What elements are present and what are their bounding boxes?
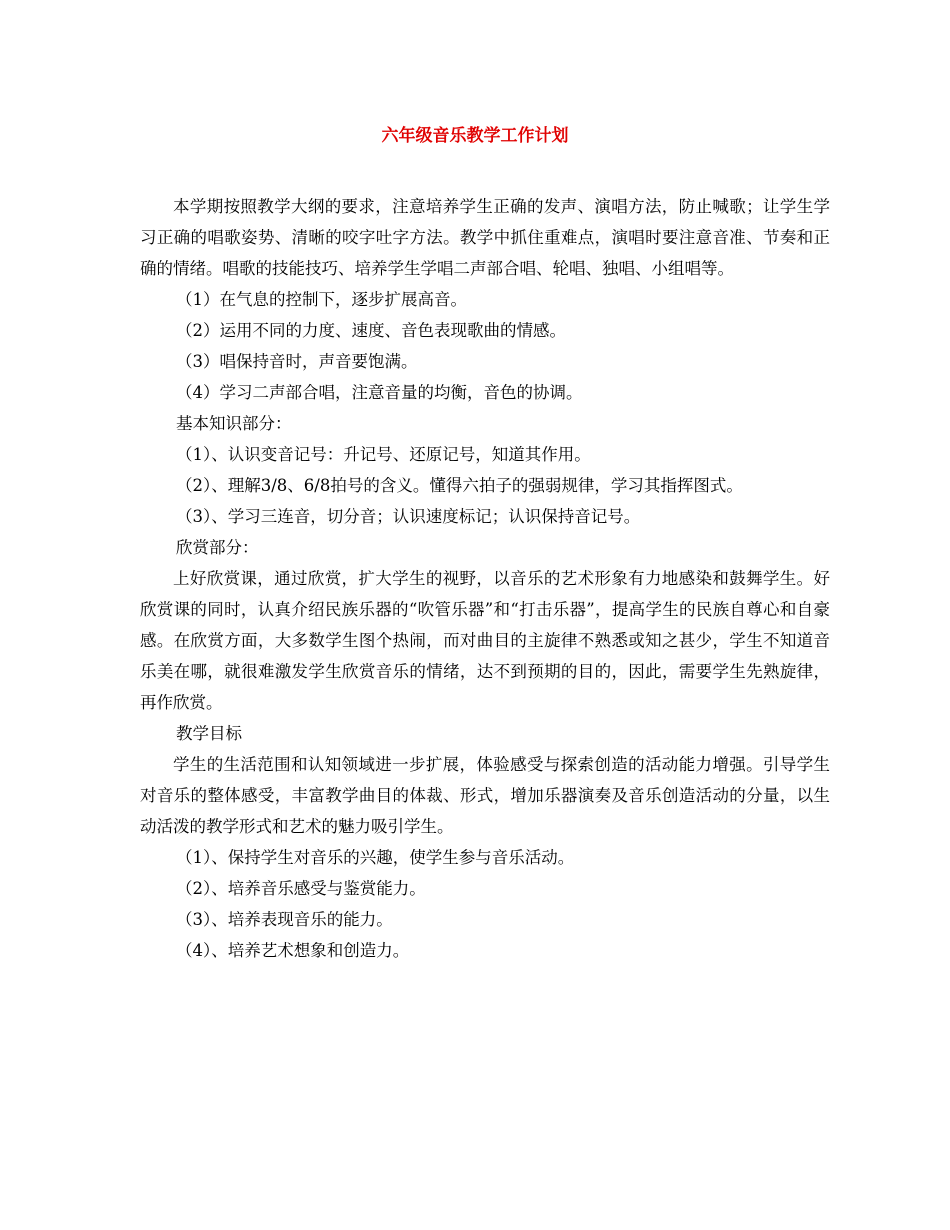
goals-item-4: （4）、培养艺术想象和创造力。 [176,941,410,960]
document-body [140,191,830,966]
goals-item-3: （3）、培养表现音乐的能力。 [176,910,393,929]
appreciation-paragraph: 上好欣赏课，通过欣赏，扩大学生的视野，以音乐的艺术形象有力地感染和鼓舞学生。好欣赏课的同时，认真介绍民族乐器的“吹管乐器”和“打击乐器”，提高学生的民族自尊心和自豪感。在欣赏方面，大多数学生图个热闹，而对曲目的主旋律不熟悉或知之甚少，学生不知道音乐美在哪，就很难激发学生欣赏音乐的情绪，达不到预期的目的，因此，需要学生先熟旋律，再作欣赏。 [140,569,830,712]
singing-item-2: （2）运用不同的力度、速度、音色表现歌曲的情感。 [176,321,566,340]
goals-item-2: （2）、培养音乐感受与鉴赏能力。 [176,879,426,898]
knowledge-item-2: （2）、理解3/8、6/8拍号的含义。懂得六拍子的强弱规律，学习其指挥图式。 [176,476,743,495]
singing-item-3: （3）唱保持音时，声音要饱满。 [176,352,418,371]
appreciation-heading: 欣赏部分： [176,538,259,557]
singing-item-1: （1）在气息的控制下，逐步扩展高音。 [176,290,467,309]
document-title: 六年级音乐教学工作计划 [381,126,569,146]
goals-heading: 教学目标 [176,724,242,743]
singing-item-4: （4）学习二声部合唱，注意音量的均衡，音色的协调。 [176,383,583,402]
knowledge-heading: 基本知识部分： [176,414,292,433]
intro-paragraph: 本学期按照教学大纲的要求，注意培养学生正确的发声、演唱方法，防止喊歌；让学生学习正确的唱歌姿势、清晰的咬字吐字方法。教学中抓住重难点，演唱时要注意音准、节奏和正确的情绪。唱歌的技能技巧、培养学生学唱二声部合唱、轮唱、独唱、小组唱等。 [140,197,830,278]
goals-paragraph: 学生的生活范围和认知领域进一步扩展，体验感受与探索创造的活动能力增强。引导学生对音乐的整体感受，丰富教学曲目的体裁、形式，增加乐器演奏及音乐创造活动的分量，以生动活泼的教学形式和艺术的魅力吸引学生。 [140,755,830,836]
knowledge-item-1: （1）、认识变音记号：升记号、还原记号，知道其作用。 [176,445,591,464]
knowledge-item-3: （3）、学习三连音，切分音；认识速度标记；认识保持音记号。 [176,507,641,526]
goals-item-1: （1）、保持学生对音乐的兴趣，使学生参与音乐活动。 [176,848,575,867]
